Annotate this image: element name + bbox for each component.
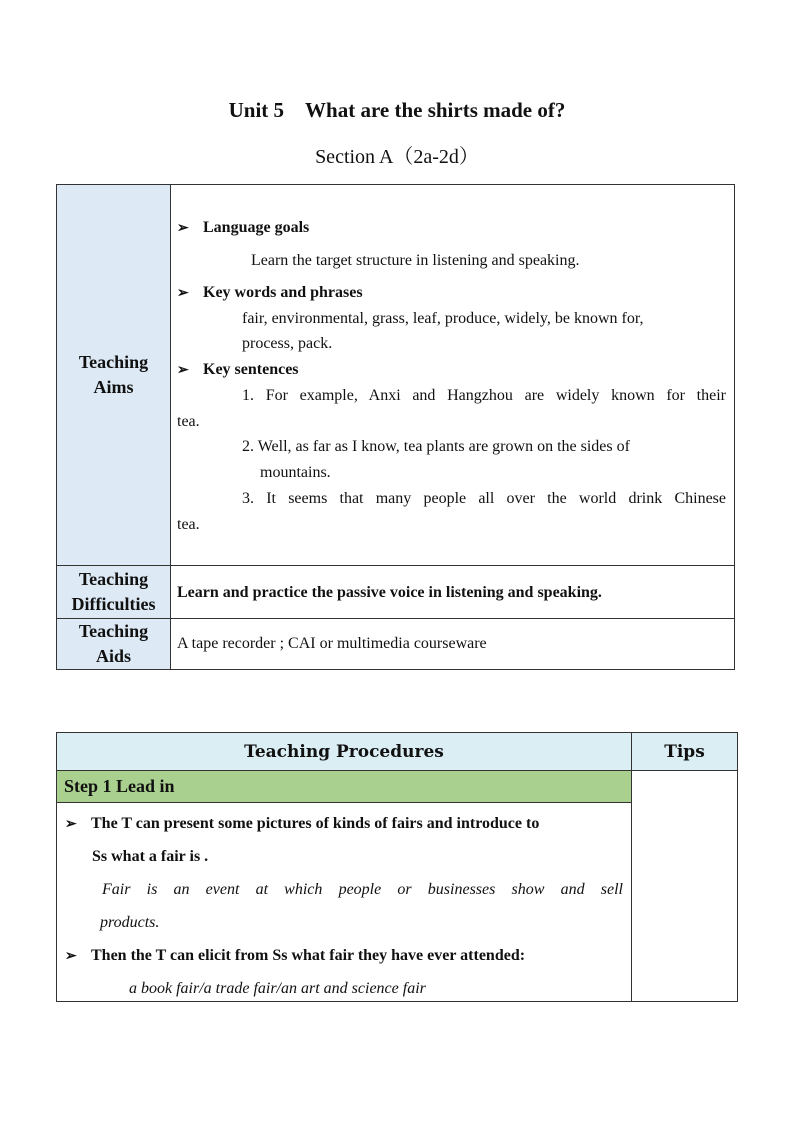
key-sentence-2-cont: mountains. [260,464,331,481]
bullet-arrow-icon: ➢ [177,363,189,378]
lesson-plan-table [56,184,735,670]
fair-definition: Fair is an event at which people or businesses show and sell [102,881,623,898]
bullet-arrow-icon: ➢ [177,221,189,236]
teaching-difficulties-row [57,566,735,619]
teaching-aims-label: Teaching Aims [57,185,171,566]
fair-definition-cont: products. [100,914,160,931]
tips-header: Tips [632,733,738,771]
step1-title: Step 1 Lead in [57,771,632,803]
procedures-header: Teaching Procedures [57,733,632,771]
teaching-aids-text: A tape recorder ; CAI or multimedia courseware [171,619,735,670]
language-goals-heading: ➢ Language goals [177,219,310,236]
key-sentence-1-cont: tea. [177,413,200,430]
teaching-aids-label: Teaching Aids [57,619,171,670]
key-sentences-heading: ➢ Key sentences [177,361,299,378]
bullet-arrow-icon: ➢ [177,286,189,301]
bullet-arrow-icon: ➢ [65,949,77,964]
language-goals-text: Learn the target structure in listening and speaking. [251,252,580,269]
key-words-line: process, pack. [242,335,333,352]
tips-cell [632,771,738,1002]
step1-content [57,803,632,1002]
bullet-arrow-icon: ➢ [65,817,77,832]
step1-row [57,771,738,803]
procedure-bullet-2: ➢ Then the T can elicit from Ss what fair they have ever attended: [65,947,526,964]
teaching-aids-row [57,619,735,670]
page-subtitle: Section A（2a-2d） [315,146,479,168]
key-words-line: fair, environmental, grass, leaf, produce, widely, be known for, [242,310,644,327]
procedures-table [56,732,738,1002]
key-sentence-3-cont: tea. [177,516,200,533]
key-sentence-3: 3. It seems that many people all over the world drink Chinese [242,490,726,507]
teaching-difficulties-label: Teaching Difficulties [57,566,171,619]
fair-examples: a book fair/a trade fair/an art and science fair [129,980,426,997]
key-words-heading: ➢ Key words and phrases [177,284,363,301]
page-title: Unit 5 What are the shirts made of? [228,98,566,122]
teaching-aims-content [171,185,735,566]
key-sentence-2: 2. Well, as far as I know, tea plants are grown on the sides of [242,438,630,455]
teaching-difficulties-text: Learn and practice the passive voice in listening and speaking. [171,566,735,619]
procedures-header-row [57,733,738,771]
procedure-bullet-1-cont: Ss what a fair is . [92,848,209,865]
key-sentence-1: 1. For example, Anxi and Hangzhou are widely known for their [242,387,726,404]
procedure-bullet-1: ➢ The T can present some pictures of kinds of fairs and introduce to [65,815,540,832]
teaching-aims-row [57,185,735,566]
